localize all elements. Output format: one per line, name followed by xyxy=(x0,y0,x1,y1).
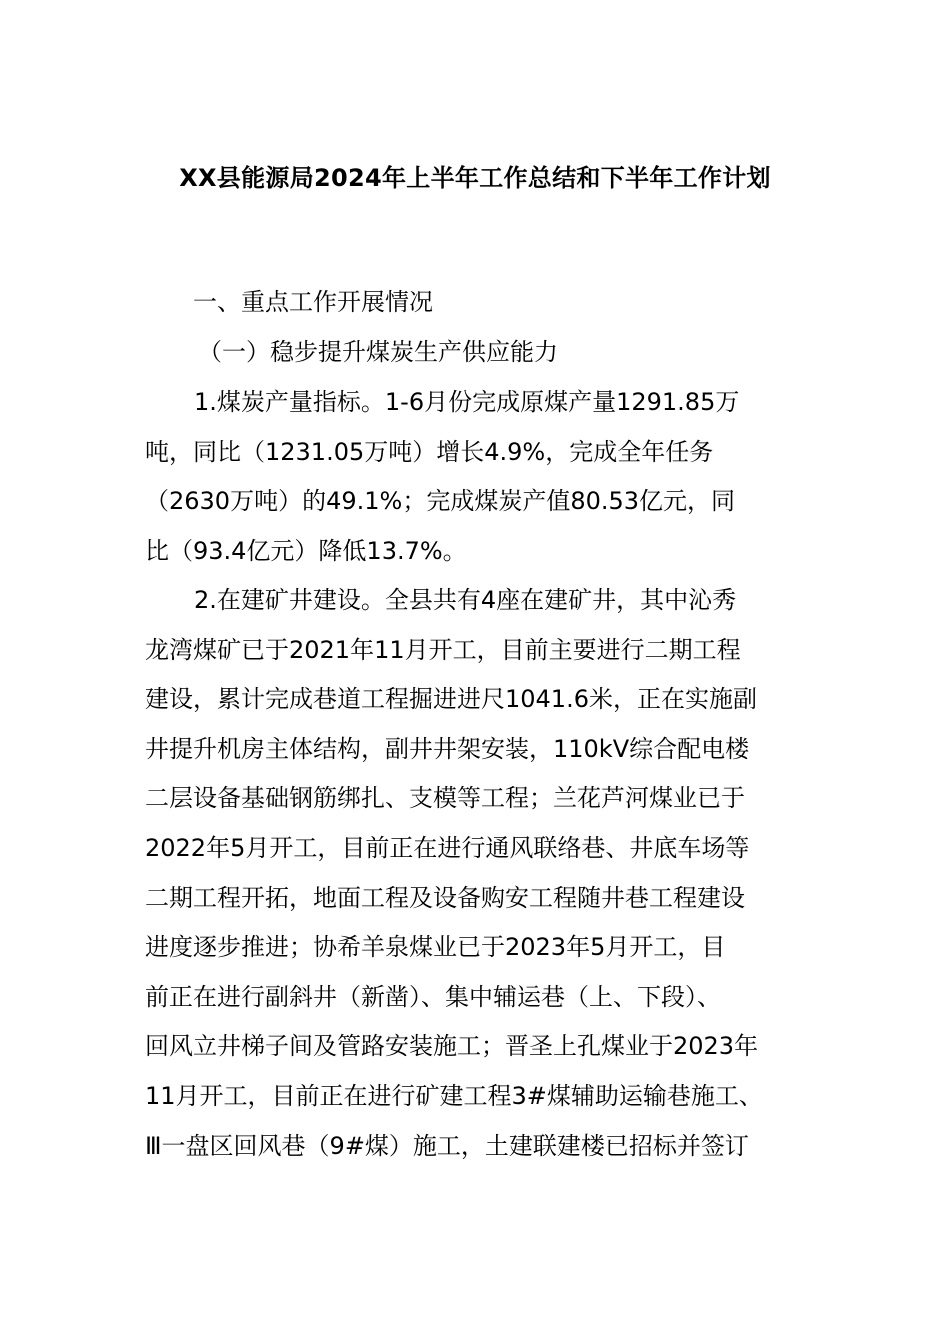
paragraph-line: 前正在进行副斜井（新凿）、集中辅运巷（上、下段）、 xyxy=(145,982,721,1011)
paragraph-line: 建设，累计完成巷道工程掘进进尺1041.6米，正在实施副 xyxy=(145,685,757,714)
paragraph-line: 2022年5月开工，目前正在进行通风联络巷、井底车场等 xyxy=(145,833,750,862)
paragraph-line: 二层设备基础钢筋绑扎、支模等工程；兰花芦河煤业已于 xyxy=(145,784,745,813)
paragraph-line: Ⅲ一盘区回风巷（9#煤）施工，土建联建楼已招标并签订 xyxy=(145,1131,749,1160)
paragraph-line: 吨，同比（1231.05万吨）增长4.9%，完成全年任务 xyxy=(145,437,714,466)
paragraph-line: （2630万吨）的49.1%；完成煤炭产值80.53亿元，同 xyxy=(145,487,736,516)
paragraph-line: 1.煤炭产量指标。1-6月份完成原煤产量1291.85万 xyxy=(194,388,740,416)
paragraph-coal-output xyxy=(145,378,835,576)
document-title: XX县能源局2024年上半年工作总结和下半年工作计划 xyxy=(179,164,771,192)
paragraph-line: 进度逐步推进；协希羊泉煤业已于2023年5月开工，目 xyxy=(145,933,726,962)
paragraph-line: 2.在建矿井建设。全县共有4座在建矿井，其中沁秀 xyxy=(194,586,737,614)
paragraph-line: 回风立井梯子间及管路安装施工；晋圣上孔煤业于2023年 xyxy=(145,1032,759,1061)
paragraph-line: 龙湾煤矿已于2021年11月开工，目前主要进行二期工程 xyxy=(145,635,741,664)
paragraph-line: 二期工程开拓，地面工程及设备购安工程随井巷工程建设 xyxy=(145,883,745,912)
paragraph-line: 比（93.4亿元）降低13.7%。 xyxy=(145,536,467,565)
subsection-heading: （一）稳步提升煤炭生产供应能力 xyxy=(198,338,558,366)
paragraph-line: 11月开工，目前正在进行矿建工程3#煤辅助运输巷施工、 xyxy=(145,1081,763,1110)
paragraph-line: 井提升机房主体结构，副井井架安装，110kV综合配电楼 xyxy=(145,734,750,763)
paragraph-mine-construction xyxy=(145,576,835,1171)
section-heading: 一、重点工作开展情况 xyxy=(193,288,433,316)
